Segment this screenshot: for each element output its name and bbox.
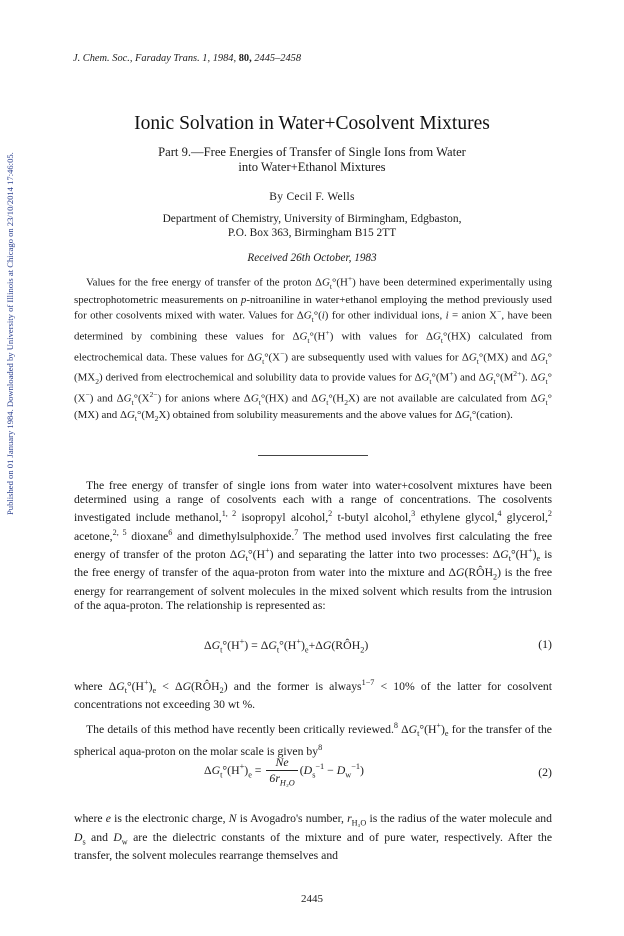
equation-1-expression: $\Delta G_t^\circ(H^+)$ = $\Delta G_t^\circ(H^+)_e+\Delta G(RÔH_2)$: [204, 637, 369, 655]
journal-year: 1984,: [212, 53, 237, 64]
equation-2-expression: $\Delta G_t^\circ(H^+)_e$ = $\frac{Ne}{6r_{H_3O}}$ $(D_s^{-1} - D_w^{-1})$: [204, 755, 364, 788]
affiliation: [0, 212, 624, 240]
journal-pages: 2445–2458: [254, 53, 302, 64]
equation-2-number: (2): [538, 765, 552, 779]
body-paragraph-1: The free energy of transfer of single ions from water into water+cosolvent mixtures have been determined using a range of cosolvents each with a range of concentrations. The cosolvents investigated include methanol,$^{1, 2}$ isopropyl alcohol,$^2$ t-butyl alcohol,$^3$ ethylene glycol,$^4$ glycerol,$^2$ acetone,$^{2, 5}$ dioxane$^6$ and dimethylsulphoxide.$^7$ The method used involves first calculating the free energy of transfer of the proton $\Delta G_t^\circ(H^+)$ and separating the latter into two processes: $\Delta G_t^\circ(H^+)_e$ is the free energy of transfer of the aqua-proton from water into the mixture and $\Delta G(RÔH_2)$ is the free energy for rearrangement of solvent molecules in the mixed solvent which results from the intrusion of the aqua-proton. The relationship is represented as:: [74, 479, 553, 612]
paper-title: Ionic Solvation in Water+Cosolvent Mixtures: [134, 113, 490, 134]
equation-1-number: (1): [538, 637, 552, 651]
download-watermark: [0, 0, 22, 936]
subtitle-line-1: Part 9.—Free Energies of Transfer of Single Ions from Water: [158, 145, 466, 159]
body-paragraph-4: where e is the electronic charge, N is Avogadro's number, $r_{H_3O}$ is the radius of the water molecule and $D_s$ and $D_w$ are the dielectric constants of the mixture and of pure water, respectively. After the transfer, the solvent molecules rearrange themselves and: [74, 812, 553, 863]
author: By Cecil F. Wells: [269, 191, 355, 203]
affiliation-line-1: Department of Chemistry, University of Birmingham, Edgbaston,: [162, 213, 462, 225]
watermark-text: Published on 01 January 1984. Downloaded by University of Illinois at Chicago on 23/10/2014 17:46:05.: [5, 152, 15, 515]
equation-2-fraction: $\frac{Ne}{6r_{H_3O}}$: [266, 755, 297, 787]
journal-volume: 80,: [238, 53, 252, 64]
paper-subtitle: [0, 145, 624, 175]
received-date: Received 26th October, 1983: [247, 252, 377, 264]
page-number: 2445: [301, 893, 323, 905]
body-paragraph-2: where $\Delta G_t^\circ(H^+)_e$ < $\Delta G(RÔH_2)$ and the former is always$^{1-7}$ < 10% of the latter for cosolvent concentrations not exceeding 30 wt %.: [74, 678, 552, 712]
journal-name: J. Chem. Soc., Faraday Trans. 1,: [73, 53, 211, 64]
abstract: Values for the free energy of transfer of the proton $\Delta G_t^\circ(H^+)$ have been determined experimentally using spectrophotometric measurements on p-nitroaniline in water+ethanol employing the method previously used for other cosolvents mixed with water. Values for $\Delta G_t^\circ(i)$ for other individual ions, i = anion X−, have been determined by combining these values for $\Delta G_t^\circ(H^+)$ with values for $\Delta G_t^\circ(HX)$ calculated from electrochemical data. These values for $\Delta G_t^\circ(X^-)$ are subsequently used with values for $\Delta G_t^\circ(MX)$ and $\Delta G_t^\circ(MX_2)$ derived from electrochemical and solubility data to provide values for $\Delta G_t^\circ(M^+)$ and $\Delta G_t^\circ(M^{2+})$. $\Delta G_t^\circ(X^-)$ and $\Delta G_t^\circ(X^{2-})$ for anions where $\Delta G_t^\circ(HX)$ and $\Delta G_t^\circ(H_2X)$ are not available are calculated from $\Delta G_t^\circ(MX)$ and $\Delta G_t^\circ(M_2X)$ obtained from solubility measurements and the above values for $\Delta G_t^\circ(cation)$.: [74, 274, 553, 424]
section-divider: [258, 455, 368, 456]
affiliation-line-2: P.O. Box 363, Birmingham B15 2TT: [227, 227, 397, 239]
journal-citation: [73, 53, 301, 64]
subtitle-line-2: into Water+Ethanol Mixtures: [238, 160, 386, 174]
body-paragraph-3: The details of this method have recently been critically reviewed.$^8$ $\Delta G_t^\circ(H^+)_e$ for the transfer of the spherical aqua-proton on the molar scale is given $by^8$: [74, 721, 552, 759]
